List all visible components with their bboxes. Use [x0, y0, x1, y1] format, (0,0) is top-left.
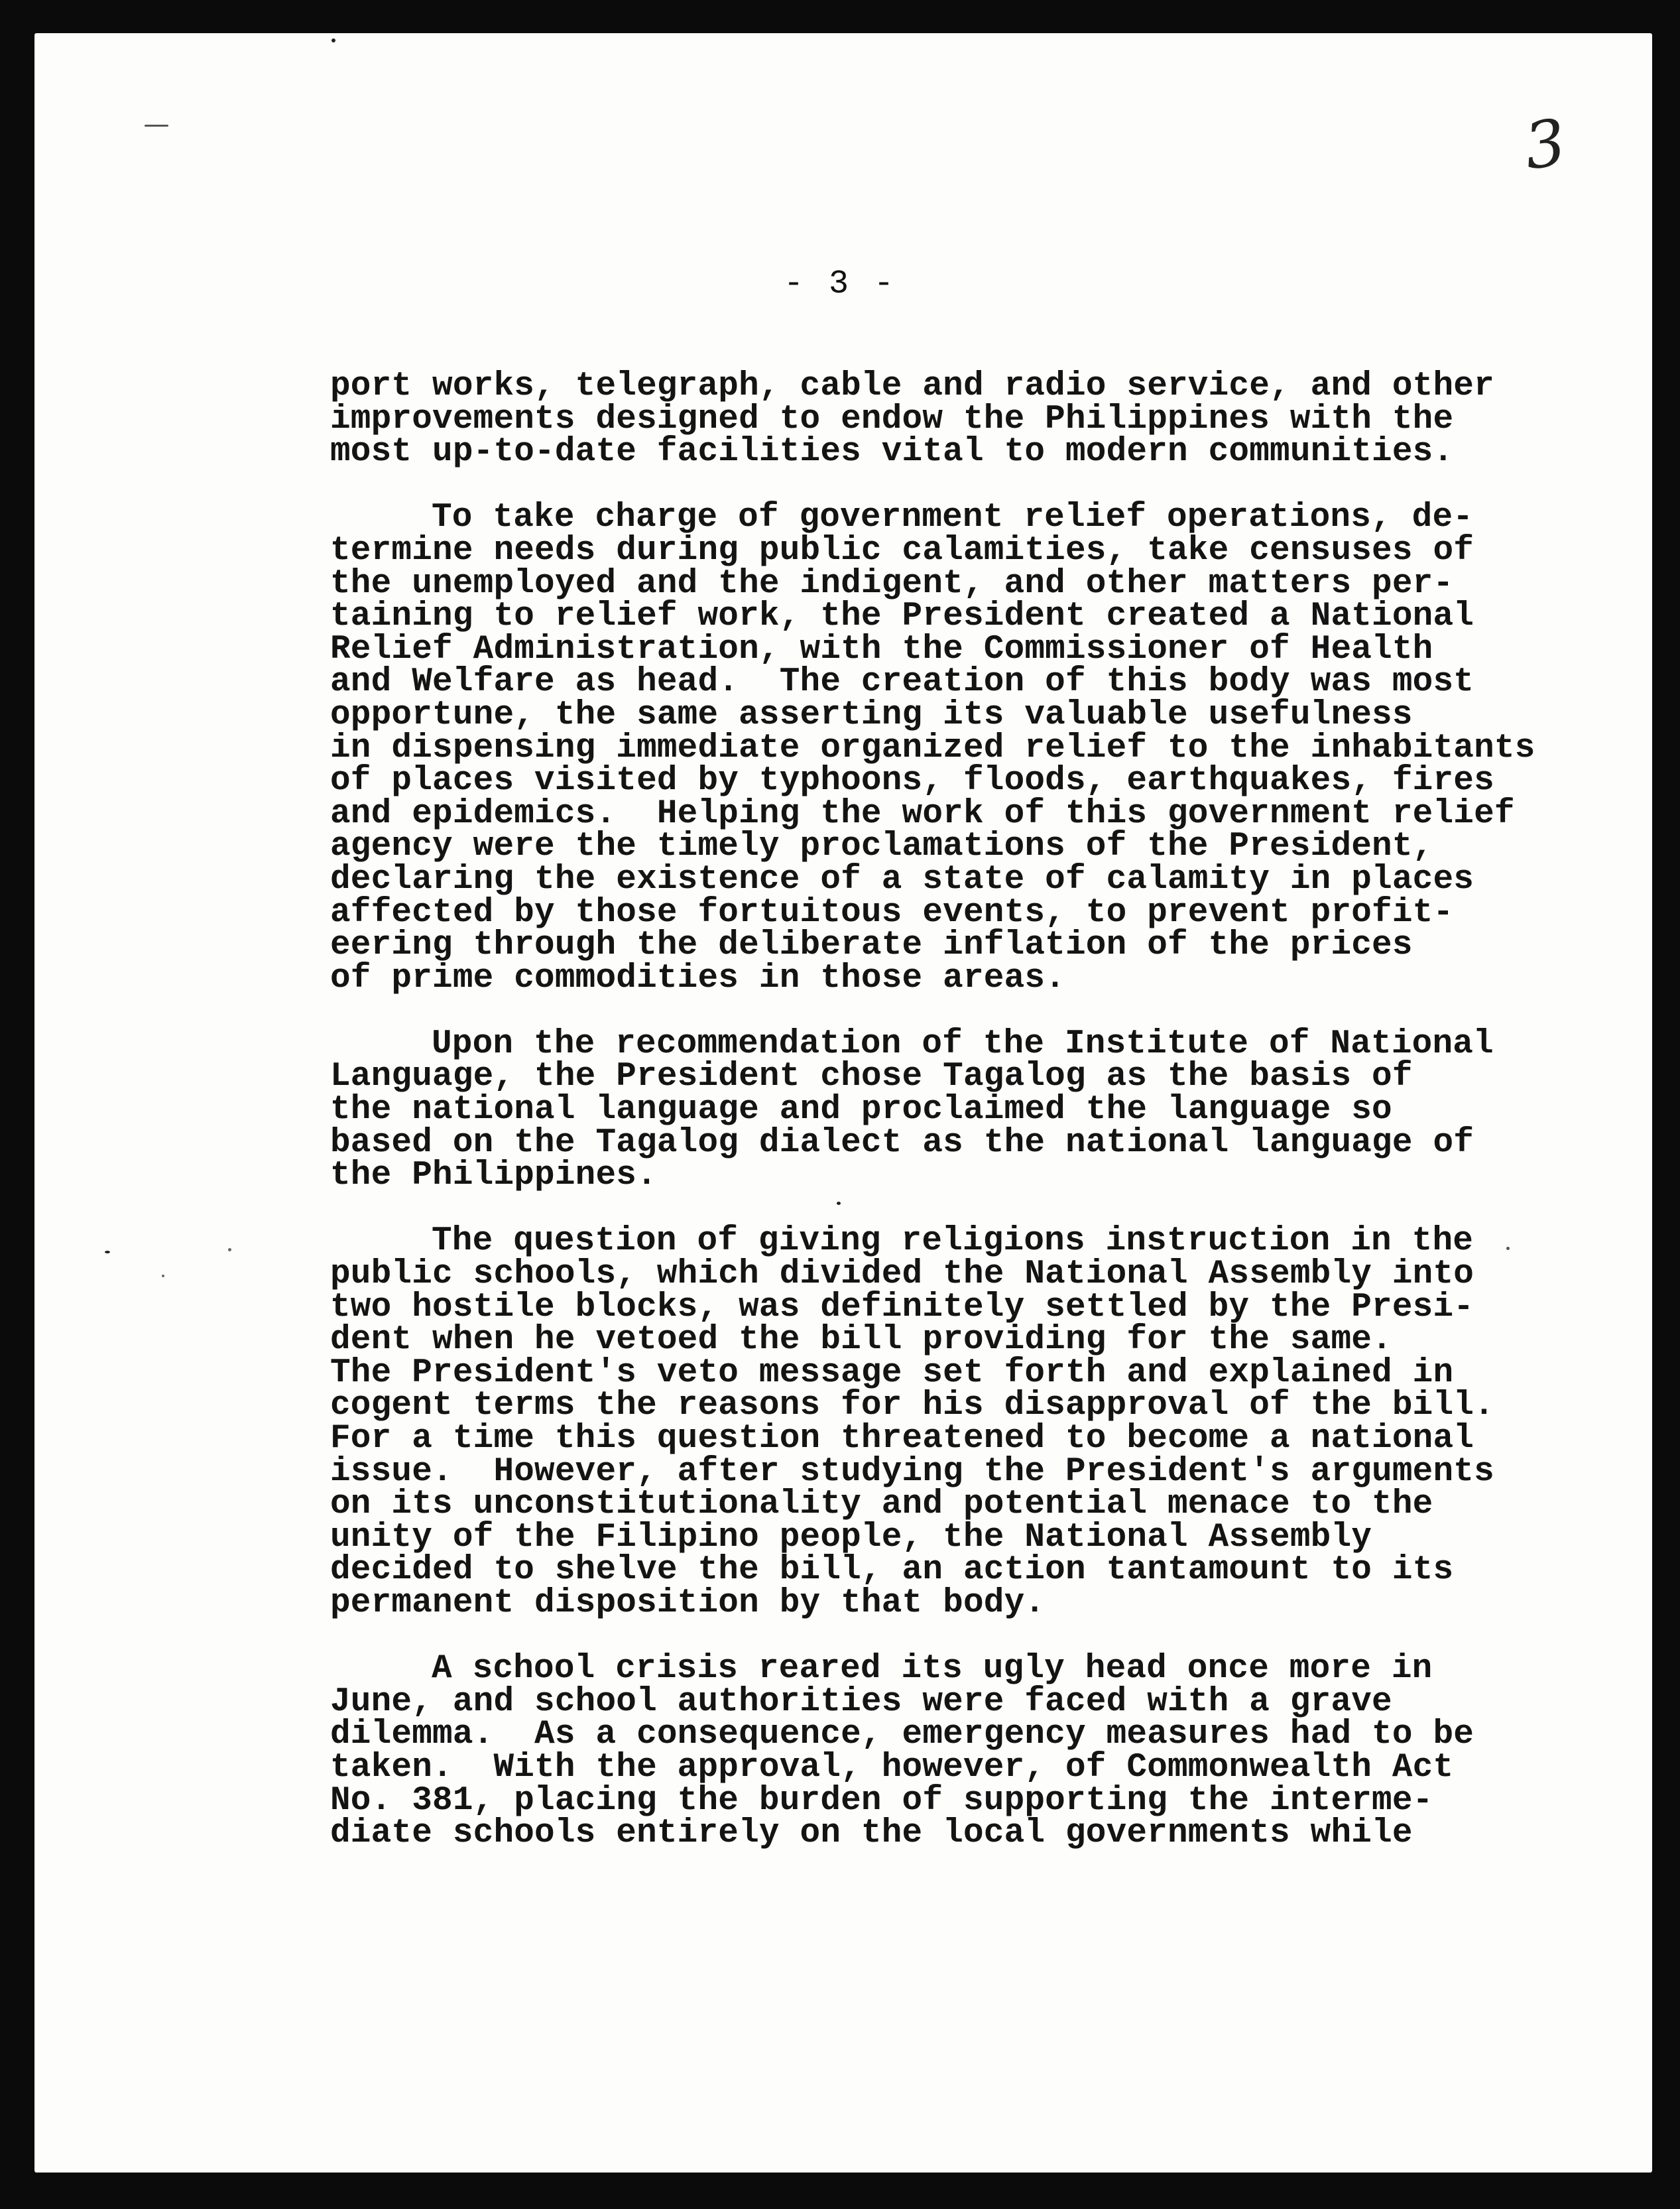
text-line: Upon the recommendation of the Institute of National [432, 1025, 1494, 1063]
text-line: affected by those fortuitous events, to prevent profit- [330, 893, 1454, 932]
text-line: public schools, which divided the National Assembly into [330, 1255, 1474, 1294]
scan-speck [331, 38, 335, 42]
scan-speck [145, 125, 168, 127]
text-line: cogent terms the reasons for his disapproval of the bill. [330, 1387, 1494, 1425]
text-line: the unemployed and the indigent, and other matters per- [330, 564, 1454, 603]
text-line: declaring the existence of a state of calamity in places [330, 860, 1474, 899]
text-line: two hostile blocks, was definitely settled by the Presi- [330, 1288, 1474, 1326]
text-line: permanent disposition by that body. [330, 1584, 1046, 1622]
text-line: The question of giving religions instruction in the [432, 1222, 1474, 1261]
paragraph-4 [330, 1222, 1590, 1622]
page-number: - 3 - [783, 265, 897, 303]
text-line: termine needs during public calamities, take censuses of [330, 531, 1474, 570]
text-line: of prime commodities in those areas. [330, 959, 1065, 997]
text-line: unity of the Filipino people, the National Assembly [330, 1518, 1372, 1556]
scan-speck [162, 1275, 164, 1277]
text-line: in dispensing immediate organized relief to the inhabitants [330, 729, 1535, 767]
text-line: taken. With the approval, however, of Commonwealth Act [330, 1748, 1454, 1787]
text-line: based on the Tagalog dialect as the national language of [330, 1123, 1474, 1162]
text-line: on its unconstitutionality and potential menace to the [330, 1485, 1433, 1524]
text-line: The President's veto message set forth and explained in [330, 1354, 1454, 1392]
text-line: the Philippines. [330, 1157, 657, 1195]
text-line: and epidemics. Helping the work of this government relief [330, 794, 1515, 833]
paragraph-3 [330, 1025, 1590, 1195]
scan-speck [837, 1202, 841, 1205]
text-line: issue. However, after studying the President's arguments [330, 1452, 1494, 1491]
text-line: decided to shelve the bill, an action tantamount to its [330, 1551, 1454, 1590]
paragraph-2 [330, 501, 1590, 995]
paragraph-1 [330, 367, 1590, 472]
text-line: Relief Administration, with the Commissioner of Health [330, 630, 1433, 668]
handwritten-page-number: 3 [1520, 105, 1571, 184]
document-body [330, 367, 1590, 1883]
text-line: most up-to-date facilities vital to modern communities. [330, 433, 1454, 472]
text-line: eering through the deliberate inflation of the prices [330, 926, 1413, 965]
text-line: improvements designed to endow the Philippines with the [330, 400, 1454, 438]
text-line: dilemma. As a consequence, emergency measures had to be [330, 1716, 1474, 1754]
scan-speck [105, 1251, 110, 1253]
text-line: the national language and proclaimed the language so [330, 1091, 1392, 1129]
text-line: diate schools entirely on the local governments while [330, 1814, 1413, 1853]
text-line: For a time this question threatened to become a national [330, 1420, 1474, 1458]
text-line: dent when he vetoed the bill providing for the same. [330, 1321, 1392, 1359]
text-line: port works, telegraph, cable and radio service, and other [330, 367, 1494, 405]
text-line: taining to relief work, the President created a National [330, 598, 1474, 636]
text-line: and Welfare as head. The creation of this body was most [330, 663, 1474, 702]
text-line: June, and school authorities were faced with a grave [330, 1682, 1392, 1721]
text-line: Language, the President chose Tagalog as the basis of [330, 1058, 1413, 1096]
text-line: agency were the timely proclamations of the President, [330, 828, 1433, 866]
text-line: A school crisis reared its ugly head once more in [432, 1650, 1433, 1688]
paragraph-5 [330, 1650, 1590, 1853]
scan-speck [1506, 1247, 1510, 1250]
scan-speck [228, 1248, 231, 1251]
text-line: of places visited by typhoons, floods, earthquakes, fires [330, 762, 1494, 800]
text-line: To take charge of government relief operations, de- [432, 499, 1474, 537]
text-line: opportune, the same asserting its valuable usefulness [330, 696, 1413, 734]
text-line: No. 381, placing the burden of supporting the interme- [330, 1781, 1433, 1820]
